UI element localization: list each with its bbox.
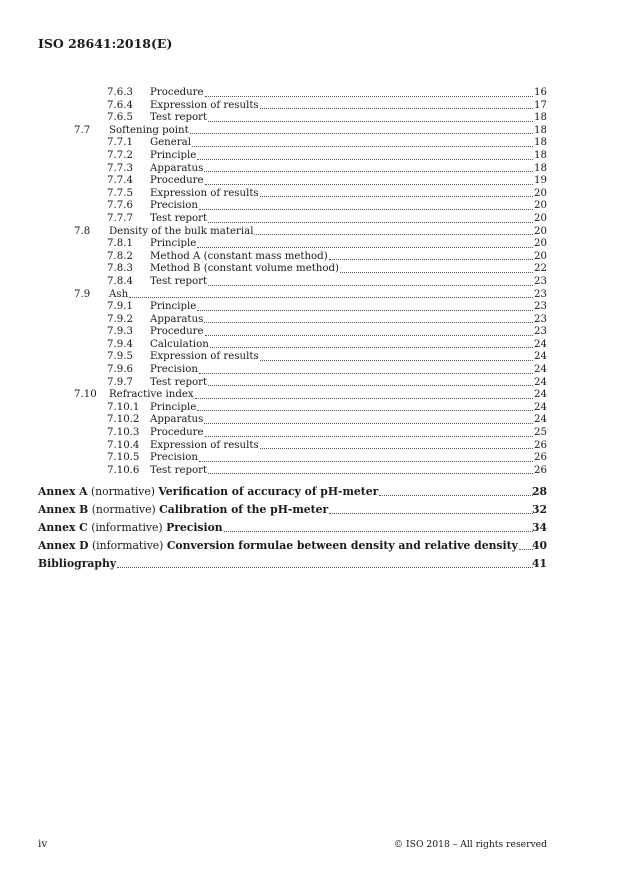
annex-title: Conversion formulae between density and relative density <box>166 539 518 553</box>
toc-entry[interactable] <box>0 276 620 289</box>
annex-kind: (normative) <box>90 485 155 499</box>
toc-entry-leader <box>150 326 534 339</box>
dot-leader <box>208 213 533 223</box>
annex-page: 28 <box>531 485 547 499</box>
toc-entry-title: Apparatus <box>150 414 204 426</box>
dot-leader <box>208 112 533 122</box>
toc-annex-title-group <box>38 555 116 573</box>
toc-annex-leader <box>38 519 534 537</box>
toc-entry-leader <box>150 440 534 453</box>
toc-entry-number: 7.9 <box>74 288 91 300</box>
toc-entry-page: 20 <box>534 212 547 224</box>
toc-entry[interactable] <box>0 389 620 402</box>
toc-entry-page: 23 <box>534 275 547 287</box>
dot-leader <box>192 137 533 147</box>
toc-entry-page: 18 <box>534 124 547 136</box>
toc-entry-page: 25 <box>534 427 547 439</box>
toc-entry-number: 7.7.5 <box>107 187 133 199</box>
toc-entry[interactable] <box>0 351 620 364</box>
toc-entry-page: 24 <box>534 414 547 426</box>
annex-title: Verification of accuracy of pH-meter <box>158 485 379 499</box>
toc-entry-number: 7.9.2 <box>107 313 133 325</box>
dot-leader <box>260 440 533 450</box>
toc-entry-number: 7.7 <box>74 124 91 136</box>
toc-entry-title: Expression of results <box>150 439 259 451</box>
toc-entry-title: Test report <box>150 275 208 287</box>
toc-entry-title: Density of the bulk material <box>109 225 254 237</box>
toc-entry-number: 7.10.6 <box>107 464 140 476</box>
table-of-contents <box>0 87 620 573</box>
toc-entry-number: 7.9.1 <box>107 301 133 313</box>
dot-leader <box>260 351 533 361</box>
toc-entry-page: 23 <box>534 313 547 325</box>
dot-leader <box>329 251 533 261</box>
toc-entry-title: Test report <box>150 212 208 224</box>
dot-leader <box>204 314 533 324</box>
toc-entry-page: 18 <box>534 149 547 161</box>
toc-entry-leader <box>150 314 534 327</box>
dot-leader <box>519 537 533 550</box>
toc-entry-leader <box>150 301 534 314</box>
toc-entry-title: Apparatus <box>150 162 204 174</box>
toc-entry-leader <box>109 226 534 239</box>
toc-entry[interactable] <box>0 263 620 276</box>
toc-entry[interactable] <box>0 175 620 188</box>
toc-entry-leader <box>150 213 534 226</box>
toc-entry-leader <box>150 263 534 276</box>
dot-leader <box>205 427 533 437</box>
toc-entry-page: 20 <box>534 225 547 237</box>
toc-entry-leader <box>109 125 534 138</box>
toc-annex-leader <box>38 555 534 573</box>
toc-entry-page: 19 <box>534 175 547 187</box>
toc-entry-title: Procedure <box>150 87 204 98</box>
dot-leader <box>329 501 533 514</box>
dot-leader <box>210 339 533 349</box>
toc-entry-number: 7.8.2 <box>107 250 133 262</box>
toc-entry-number: 7.8 <box>74 225 91 237</box>
toc-annex-entry[interactable] <box>0 537 620 555</box>
toc-entry-number: 7.7.4 <box>107 175 133 187</box>
toc-entry-number: 7.9.6 <box>107 364 133 376</box>
toc-entry[interactable] <box>0 125 620 138</box>
toc-entry-leader <box>150 402 534 415</box>
toc-entry-page: 24 <box>534 338 547 350</box>
toc-entry-number: 7.10.5 <box>107 452 140 464</box>
toc-entry-title: Test report <box>150 112 208 124</box>
toc-entry-title: Principle <box>150 401 197 413</box>
toc-entry[interactable] <box>0 226 620 239</box>
toc-entry-page: 20 <box>534 250 547 262</box>
dot-leader <box>379 483 533 496</box>
toc-annex-title-group <box>38 519 223 537</box>
toc-entry-number: 7.8.1 <box>107 238 133 250</box>
toc-entry-leader <box>150 364 534 377</box>
toc-entry[interactable] <box>0 452 620 465</box>
toc-entry[interactable] <box>0 87 620 100</box>
toc-annex-list <box>0 483 620 573</box>
toc-entry-page: 20 <box>534 187 547 199</box>
dot-leader <box>204 414 533 424</box>
dot-leader <box>208 377 533 387</box>
toc-entry-leader <box>150 414 534 427</box>
copyright-notice: © ISO 2018 – All rights reserved <box>393 839 547 850</box>
toc-entry-title: Test report <box>150 376 208 388</box>
toc-entry-number: 7.7.1 <box>107 137 133 149</box>
toc-entry-page: 23 <box>534 301 547 313</box>
dot-leader <box>197 301 533 311</box>
dot-leader <box>195 389 533 399</box>
toc-entry-number: 7.9.7 <box>107 376 133 388</box>
toc-entry-title: Expression of results <box>150 187 259 199</box>
toc-entry[interactable] <box>0 150 620 163</box>
dot-leader <box>224 519 533 532</box>
toc-entry-page: 24 <box>534 351 547 363</box>
toc-entry[interactable] <box>0 326 620 339</box>
toc-entry-number: 7.9.3 <box>107 326 133 338</box>
toc-entry-page: 23 <box>534 326 547 338</box>
toc-entry-number: 7.9.5 <box>107 351 133 363</box>
toc-entry-title: Principle <box>150 238 197 250</box>
annex-page: 34 <box>531 521 547 535</box>
dot-leader <box>208 276 533 286</box>
toc-entry-page: 22 <box>534 263 547 275</box>
toc-entry[interactable] <box>0 440 620 453</box>
toc-entry[interactable] <box>0 465 620 478</box>
toc-annex-leader <box>38 537 534 555</box>
page-number: iv <box>38 838 48 850</box>
toc-entry-leader <box>150 188 534 201</box>
toc-entry[interactable] <box>0 137 620 150</box>
dot-leader <box>254 226 533 236</box>
toc-entry[interactable] <box>0 414 620 427</box>
toc-entry-number: 7.9.4 <box>107 338 133 350</box>
dot-leader <box>205 175 533 185</box>
dot-leader <box>260 188 533 198</box>
toc-entry-number: 7.7.3 <box>107 162 133 174</box>
toc-entry-page: 24 <box>534 389 547 401</box>
toc-entry-number: 7.8.3 <box>107 263 133 275</box>
dot-leader <box>199 200 533 210</box>
annex-label: Annex D <box>38 539 89 553</box>
toc-entry[interactable] <box>0 339 620 352</box>
toc-entry-title: Refractive index <box>109 389 194 401</box>
toc-entry-leader <box>109 389 534 402</box>
toc-entry[interactable] <box>0 289 620 302</box>
toc-entry-page: 20 <box>534 200 547 212</box>
dot-leader <box>197 402 533 412</box>
toc-entry[interactable] <box>0 112 620 125</box>
toc-entry[interactable] <box>0 251 620 264</box>
toc-entry-title: Method A (constant mass method) <box>150 250 328 262</box>
annex-page: 41 <box>531 557 547 571</box>
toc-entry-leader <box>150 276 534 289</box>
toc-entry-number: 7.8.4 <box>107 275 133 287</box>
toc-entry-leader <box>150 339 534 352</box>
dot-leader <box>340 263 533 273</box>
toc-annex-entry[interactable] <box>0 555 620 573</box>
toc-entry-number: 7.10.2 <box>107 414 140 426</box>
toc-entry-title: Procedure <box>150 175 204 187</box>
toc-entry[interactable] <box>0 188 620 201</box>
toc-entry-title: General <box>150 137 191 149</box>
annex-kind: (informative) <box>91 539 164 553</box>
toc-entry-title: Principle <box>150 149 197 161</box>
toc-entry-leader <box>150 150 534 163</box>
toc-entry-title: Principle <box>150 301 197 313</box>
annex-label: Annex A <box>38 485 88 499</box>
toc-entry-leader <box>109 289 534 302</box>
toc-entry[interactable] <box>0 213 620 226</box>
toc-entry-number: 7.10 <box>74 389 97 401</box>
toc-entry-page: 23 <box>534 288 547 300</box>
toc-entry-number: 7.7.6 <box>107 200 133 212</box>
dot-leader <box>208 465 533 475</box>
toc-entry-page: 18 <box>534 137 547 149</box>
annex-label: Annex B <box>38 503 89 517</box>
toc-entry-page: 20 <box>534 238 547 250</box>
toc-entry-number: 7.10.1 <box>107 401 140 413</box>
toc-entry-leader <box>150 452 534 465</box>
toc-entry[interactable] <box>0 364 620 377</box>
toc-entry-number: 7.6.4 <box>107 99 133 111</box>
toc-annex-leader <box>38 483 534 501</box>
toc-entry-title: Precision <box>150 200 198 212</box>
toc-entry[interactable] <box>0 402 620 415</box>
toc-entry-leader <box>150 465 534 478</box>
annex-kind: (normative) <box>91 503 156 517</box>
toc-entry[interactable] <box>0 163 620 176</box>
toc-annex-entry[interactable] <box>0 519 620 537</box>
annex-title: Bibliography <box>38 557 117 571</box>
toc-entry-leader <box>150 251 534 264</box>
annex-label: Annex C <box>38 521 88 535</box>
annex-kind: (informative) <box>91 521 163 535</box>
toc-entry[interactable] <box>0 314 620 327</box>
toc-entry-page: 26 <box>534 464 547 476</box>
toc-entry-leader <box>150 175 534 188</box>
document-header: ISO 28641:2018(E) <box>38 36 173 51</box>
toc-entry-leader <box>150 163 534 176</box>
toc-annex-title-group <box>38 501 328 519</box>
dot-leader <box>204 163 533 173</box>
toc-entry[interactable] <box>0 100 620 113</box>
annex-page: 32 <box>531 503 547 517</box>
toc-entry-title: Precision <box>150 452 198 464</box>
toc-entry-page: 26 <box>534 439 547 451</box>
toc-entry-number: 7.6.5 <box>107 112 133 124</box>
toc-entry-leader <box>150 87 534 100</box>
toc-entry-page: 17 <box>534 99 547 111</box>
toc-entry[interactable] <box>0 238 620 251</box>
toc-entry-page: 24 <box>534 401 547 413</box>
toc-entry-title: Precision <box>150 364 198 376</box>
toc-entry-leader <box>150 351 534 364</box>
toc-entry[interactable] <box>0 200 620 213</box>
dot-leader <box>205 87 533 97</box>
dot-leader <box>260 100 533 110</box>
toc-entry-leader <box>150 200 534 213</box>
toc-entry-leader <box>150 238 534 251</box>
toc-entry-page: 26 <box>534 452 547 464</box>
toc-annex-leader <box>38 501 534 519</box>
toc-entry-title: Softening point <box>109 124 189 136</box>
toc-entry-leader <box>150 112 534 125</box>
toc-entry-title: Procedure <box>150 427 204 439</box>
dot-leader <box>190 125 533 135</box>
toc-entry-page: 24 <box>534 364 547 376</box>
toc-annex-title-group <box>38 483 378 501</box>
toc-entry-title: Method B (constant volume method) <box>150 263 340 275</box>
toc-clause-list <box>0 87 620 477</box>
toc-entry-title: Test report <box>150 464 208 476</box>
toc-entry-title: Calculation <box>150 338 209 350</box>
dot-leader <box>199 364 533 374</box>
toc-annex-entry[interactable] <box>0 483 620 501</box>
toc-entry-leader <box>150 377 534 390</box>
toc-entry-number: 7.10.4 <box>107 439 140 451</box>
dot-leader <box>205 326 533 336</box>
toc-entry[interactable] <box>0 377 620 390</box>
toc-annex-entry[interactable] <box>0 501 620 519</box>
dot-leader <box>129 289 533 299</box>
toc-entry-title: Apparatus <box>150 313 204 325</box>
toc-entry-leader <box>150 427 534 440</box>
toc-entry-page: 16 <box>534 87 547 98</box>
toc-annex-title-group <box>38 537 518 555</box>
toc-entry-title: Ash <box>109 288 129 300</box>
annex-page: 40 <box>531 539 547 553</box>
toc-entry-number: 7.6.3 <box>107 87 133 98</box>
dot-leader <box>117 555 533 568</box>
dot-leader <box>199 452 533 462</box>
toc-entry-title: Expression of results <box>150 99 259 111</box>
toc-entry[interactable] <box>0 301 620 314</box>
dot-leader <box>197 150 533 160</box>
toc-entry[interactable] <box>0 427 620 440</box>
dot-leader <box>197 238 533 248</box>
annex-title: Precision <box>166 521 223 535</box>
toc-entry-title: Expression of results <box>150 351 259 363</box>
toc-entry-leader <box>150 137 534 150</box>
toc-entry-number: 7.10.3 <box>107 427 140 439</box>
toc-entry-page: 18 <box>534 112 547 124</box>
toc-entry-number: 7.7.2 <box>107 149 133 161</box>
annex-title: Calibration of the pH-meter <box>159 503 329 517</box>
toc-entry-leader <box>150 100 534 113</box>
toc-entry-page: 18 <box>534 162 547 174</box>
toc-entry-title: Procedure <box>150 326 204 338</box>
toc-entry-number: 7.7.7 <box>107 212 133 224</box>
toc-entry-page: 24 <box>534 376 547 388</box>
